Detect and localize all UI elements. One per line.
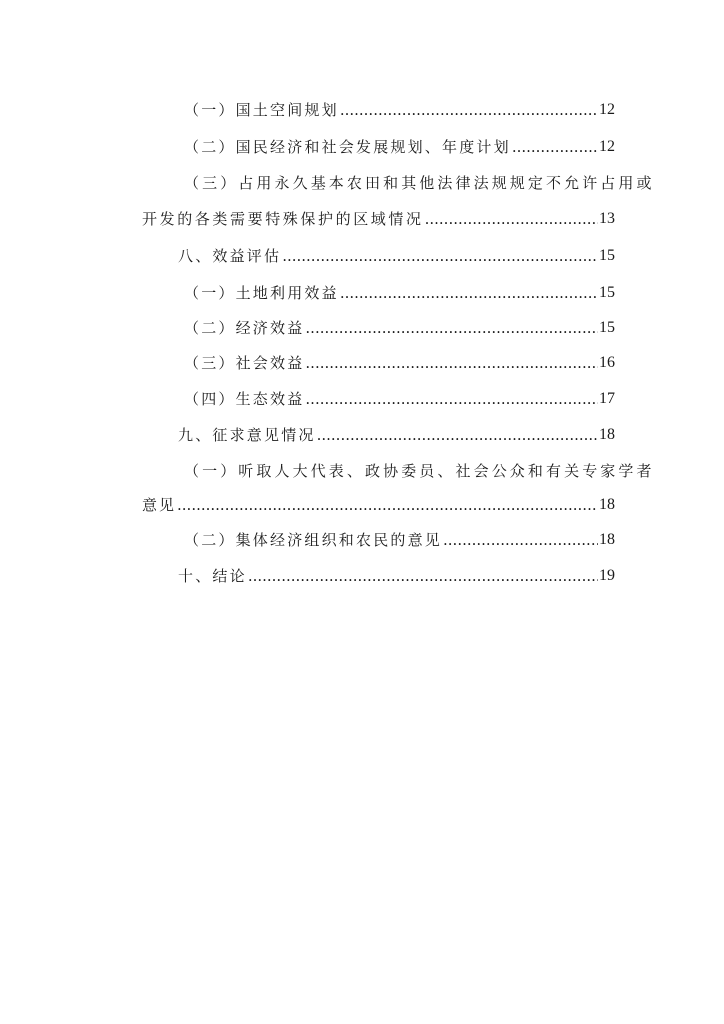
dot-leader — [340, 100, 598, 120]
toc-entry[interactable] — [178, 242, 615, 266]
dot-leader — [305, 353, 598, 373]
toc-entry-page: 15 — [599, 319, 615, 336]
toc-entry-title: （一）国土空间规划 — [184, 101, 339, 119]
toc-entry-title: （二）国民经济和社会发展规划、年度计划 — [184, 138, 511, 156]
toc-entry-page: 19 — [599, 567, 615, 584]
toc-entry-title: （二）经济效益 — [184, 319, 305, 337]
toc-entry-title: 八、效益评估 — [178, 247, 282, 265]
toc-entry-title: （三）占用永久基本农田和其他法律法规规定不允许占用或 — [184, 174, 655, 192]
toc-entry-page: 17 — [599, 390, 615, 407]
toc-entry-title: 九、征求意见情况 — [178, 426, 316, 444]
toc-entry-page: 15 — [599, 247, 615, 264]
toc-entry[interactable] — [148, 133, 615, 157]
toc-entry-title-continued: 开发的各类需要特殊保护的区域情况 — [142, 210, 424, 228]
toc-entry-title: （四）生态效益 — [184, 390, 305, 408]
toc-entry-page: 16 — [599, 354, 615, 371]
toc-entry[interactable] — [148, 279, 615, 303]
toc-entry-page: 12 — [599, 101, 615, 118]
toc-entry-page: 18 — [599, 426, 615, 443]
toc-entry[interactable] — [148, 314, 615, 338]
toc-entry-title: 十、结论 — [178, 567, 247, 585]
toc-entry-title: （一）土地利用效益 — [184, 284, 339, 302]
dot-leader — [340, 283, 598, 303]
toc-entry-line1[interactable] — [148, 457, 655, 481]
toc-entry[interactable] — [178, 421, 615, 445]
toc-entry-page: 18 — [599, 531, 615, 548]
dot-leader — [443, 530, 598, 550]
dot-leader — [512, 137, 598, 157]
toc-entry[interactable] — [148, 96, 615, 120]
dot-leader — [305, 389, 598, 409]
dot-leader — [177, 495, 598, 515]
toc-entry-line2[interactable] — [142, 205, 615, 229]
toc-entry-page: 12 — [599, 138, 615, 155]
dot-leader — [317, 425, 598, 445]
dot-leader — [282, 246, 598, 266]
toc-entry[interactable] — [148, 526, 615, 550]
dot-leader — [425, 209, 598, 229]
toc-entry-title: （二）集体经济组织和农民的意见 — [184, 531, 443, 549]
toc-entry-line1[interactable] — [148, 169, 655, 193]
toc-entry-page: 15 — [599, 284, 615, 301]
toc-entry-title: （一）听取人大代表、政协委员、社会公众和有关专家学者 — [184, 462, 655, 480]
toc-entry[interactable] — [178, 562, 615, 586]
toc-entry-page: 13 — [599, 210, 615, 227]
toc-entry-title: （三）社会效益 — [184, 354, 305, 372]
toc-entry-title-continued: 意见 — [142, 496, 177, 514]
toc-entry[interactable] — [148, 349, 615, 373]
toc-entry-line2[interactable] — [142, 491, 615, 515]
toc-entry[interactable] — [148, 385, 615, 409]
dot-leader — [305, 318, 598, 338]
toc-entry-page: 18 — [599, 496, 615, 513]
dot-leader — [248, 566, 598, 586]
